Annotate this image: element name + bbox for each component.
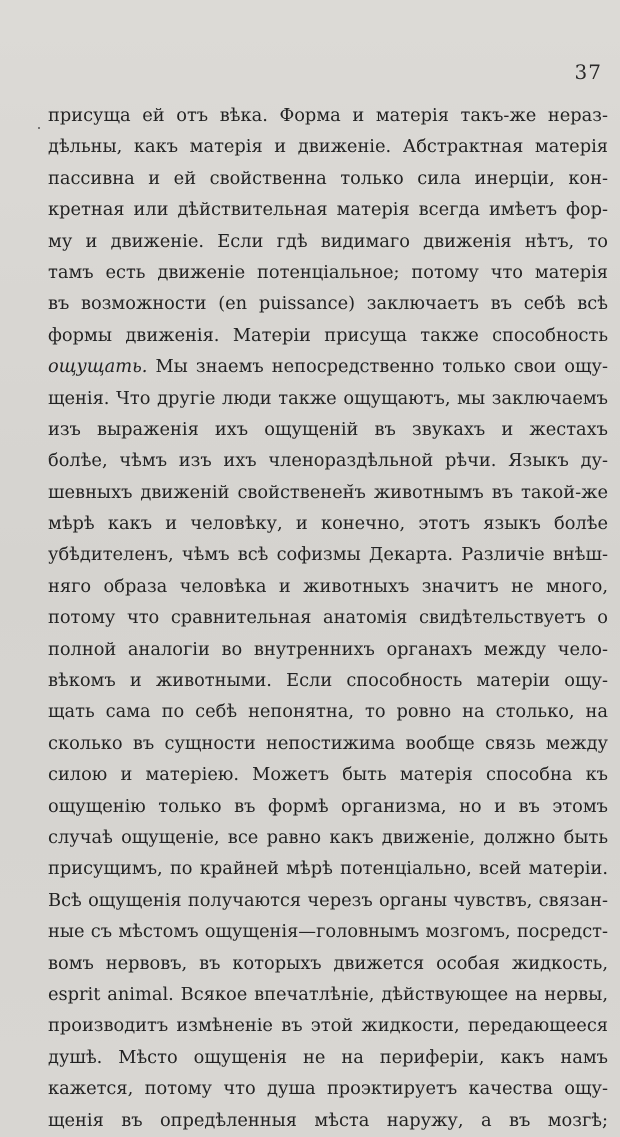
text-line bbox=[48, 226, 608, 257]
text-line bbox=[48, 916, 608, 947]
text-line bbox=[48, 1010, 608, 1041]
text-run: вѣкомъ и животными. Если способность матеріи ощу- bbox=[48, 670, 608, 692]
text-line bbox=[48, 853, 608, 884]
text-line bbox=[48, 885, 608, 916]
text-run: силою и матеріею. Можетъ быть матерія способна къ bbox=[48, 764, 608, 786]
text-run: шевныхъ движеній свойственен̆ъ животнымъ въ такой-же bbox=[48, 481, 608, 503]
text-line bbox=[48, 445, 608, 476]
text-line bbox=[48, 822, 608, 853]
text-line bbox=[48, 194, 608, 225]
text-line bbox=[48, 602, 608, 633]
text-line bbox=[48, 1105, 608, 1136]
text-run: присущимъ, по крайней мѣрѣ потенціально, всей матеріи. bbox=[48, 858, 608, 880]
text-run: Всѣ ощущенія получаются черезъ органы чувствъ, связан- bbox=[48, 889, 608, 911]
text-run: болѣе, чѣмъ изъ ихъ членораздѣльной рѣчи. Языкъ ду- bbox=[48, 450, 608, 472]
text-run: сколько въ сущности непостижима вообще связь между bbox=[48, 732, 608, 754]
text-line bbox=[48, 728, 608, 759]
text-run: пассивна и ей свойственна только сила инерціи, кон- bbox=[48, 167, 608, 189]
text-line bbox=[48, 508, 608, 539]
text-line bbox=[48, 1073, 608, 1104]
body-text bbox=[48, 100, 608, 1136]
text-line bbox=[48, 383, 608, 414]
text-line bbox=[48, 696, 608, 727]
text-run: случаѣ ощущеніе, все равно какъ движеніе, должно быть bbox=[48, 826, 608, 848]
page-number: 37 bbox=[574, 60, 602, 84]
text-line bbox=[48, 571, 608, 602]
text-line bbox=[48, 100, 608, 131]
text-run: вомъ нервовъ, въ которыхъ движется особая жидкость, bbox=[48, 952, 608, 974]
text-line bbox=[48, 414, 608, 445]
text-line bbox=[48, 539, 608, 570]
text-line bbox=[48, 1042, 608, 1073]
text-run: изъ выраженія ихъ ощущеній въ звукахъ и жестахъ bbox=[48, 418, 608, 440]
text-run: производитъ измѣненіе въ этой жидкости, передающееся bbox=[48, 1015, 608, 1037]
text-line bbox=[48, 131, 608, 162]
text-run: присуща ей отъ вѣка. Форма и матерія такъ-же нераз- bbox=[48, 105, 608, 126]
text-run: ные съ мѣстомъ ощущенія—головнымъ мозгомъ, посредст- bbox=[48, 921, 608, 943]
text-run: му и движеніе. Если гдѣ видимаго движенія нѣтъ, то bbox=[48, 230, 608, 252]
text-line bbox=[48, 257, 608, 288]
text-run: щать сама по себѣ непонятна, то ровно на столько, на bbox=[48, 701, 608, 723]
text-line bbox=[48, 759, 608, 790]
text-run: Мы знаемъ непосредственно только свои ощу- bbox=[147, 356, 608, 378]
text-line bbox=[48, 791, 608, 822]
text-run: въ возможности (en puissance) заключаетъ въ себѣ всѣ bbox=[48, 293, 608, 315]
text-run: потому что сравнительная анатомія свидѣтельствуетъ о bbox=[48, 607, 608, 629]
text-line bbox=[48, 665, 608, 696]
margin-mark bbox=[38, 127, 40, 129]
text-run: формы движенія. Матеріи присуща также способность bbox=[48, 324, 608, 346]
text-run: кретная или дѣйствительная матерія всегда имѣетъ фор- bbox=[48, 199, 608, 221]
text-run: мѣрѣ какъ и человѣку, и конечно, этотъ языкъ болѣе bbox=[48, 513, 608, 535]
text-line bbox=[48, 477, 608, 508]
text-run: полной аналогіи во внутреннихъ органахъ между чело- bbox=[48, 638, 608, 660]
text-run: няго образа человѣка и животныхъ значитъ не много, bbox=[48, 575, 608, 597]
text-run: щенія въ опредѣленныя мѣста наружу, а въ мозгѣ; bbox=[48, 1109, 608, 1131]
text-line bbox=[48, 320, 608, 351]
text-run: щенія. Что другіе люди также ощущаютъ, мы заключаемъ bbox=[48, 387, 608, 409]
text-line bbox=[48, 979, 608, 1010]
text-line bbox=[48, 634, 608, 665]
text-run: ощущенію только въ формѣ организма, но и въ этомъ bbox=[48, 795, 608, 817]
text-run: душѣ. Мѣсто ощущенія не на периферіи, какъ намъ bbox=[48, 1046, 608, 1068]
text-line bbox=[48, 163, 608, 194]
text-run: дѣльны, какъ матерія и движеніе. Абстрактная матерія bbox=[48, 136, 608, 158]
text-line bbox=[48, 948, 608, 979]
text-run: убѣдителенъ, чѣмъ всѣ софизмы Декарта. Различіе внѣш- bbox=[48, 544, 608, 566]
text-line bbox=[48, 351, 608, 382]
text-run: тамъ есть движеніе потенціальное; потому что матерія bbox=[48, 261, 608, 283]
emphasized-text: ощущать. bbox=[48, 356, 148, 378]
text-line bbox=[48, 288, 608, 319]
text-run: esprit animal. Всякое впечатлѣніе, дѣйствующее на нервы, bbox=[48, 983, 608, 1005]
text-run: кажется, потому что душа проэктируетъ качества ощу- bbox=[48, 1078, 608, 1100]
